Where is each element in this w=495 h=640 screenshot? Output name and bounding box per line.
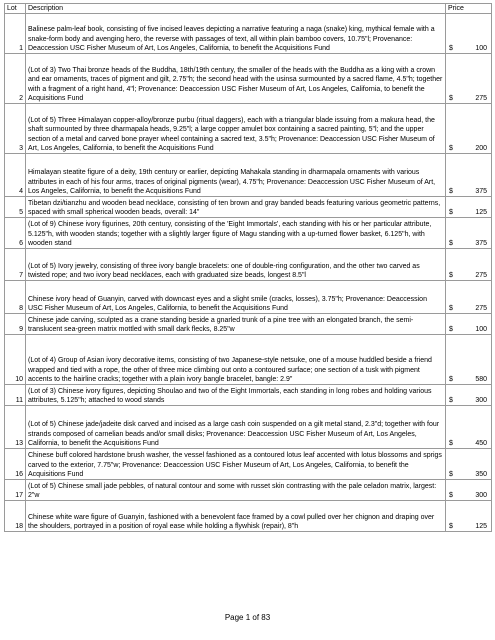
lot-price xyxy=(446,385,492,406)
currency-symbol: $ xyxy=(449,523,453,530)
page-number-footer: Page 1 of 83 xyxy=(224,613,271,622)
table-row xyxy=(5,335,492,385)
price-amount: 375 xyxy=(475,240,487,247)
lot-description: Himalayan steatite figure of a deity, 19th century or earlier, depicting Mahakala standing in dharmapala ornaments with various attributes in each of his four arms, traces of original pigments (wear), 4.75"h; Provenance: Deaccession USC Fisher Museum of Art, Los Angeles, California, to benefit the Acquisitions Fund xyxy=(26,154,446,197)
currency-symbol: $ xyxy=(449,440,453,447)
price-amount: 200 xyxy=(475,145,487,152)
lot-number: 2 xyxy=(5,54,26,104)
price-amount: 275 xyxy=(475,95,487,102)
table-row xyxy=(5,154,492,197)
currency-symbol: $ xyxy=(449,471,453,478)
lot-description: (Lot of 5) Chinese jade/jadeite disk carved and incised as a large cash coin suspended on a gilt metal stand, 2.3"d; together with four strands composed of carnelian beads and/or small disks; Provenance: Deaccession USC Fisher Museum of Art, Los Angeles, California, to benefit the Acquisitions Fund xyxy=(26,406,446,449)
lot-number: 11 xyxy=(5,385,26,406)
price-amount: 125 xyxy=(475,209,487,216)
lot-description: (Lot of 4) Group of Asian ivory decorative items, consisting of two Japanese-style netsuke, one of a mouse huddled beside a friend wrapped and tied with a rope, the other of three mice climbing out onto a contoured surface; one section of a tusk with pigment accents to the hairline cracks; together with a plain ivory bangle bracelet, bangle: 2.9" xyxy=(26,335,446,385)
lot-price xyxy=(446,335,492,385)
lot-description: (Lot of 5) Chinese small jade pebbles, of natural contour and some with russet skin contrasting with the pale celadon matrix, largest: 2"w xyxy=(26,480,446,501)
price-amount: 300 xyxy=(475,397,487,404)
lot-price xyxy=(446,314,492,335)
lot-number: 18 xyxy=(5,501,26,532)
lot-number: 8 xyxy=(5,281,26,314)
header-lot: Lot xyxy=(5,4,26,14)
lot-description: Chinese jade carving, sculpted as a crane standing beside a gnarled trunk of a pine tree with an elongated branch, the semi-translucent sea-green matrix mottled with small dark flecks, 8.25"w xyxy=(26,314,446,335)
price-amount: 100 xyxy=(475,45,487,52)
lot-price xyxy=(446,54,492,104)
table-header-row xyxy=(5,4,492,14)
lot-number: 7 xyxy=(5,249,26,281)
auction-results-table xyxy=(4,3,492,532)
lot-number: 5 xyxy=(5,197,26,218)
currency-symbol: $ xyxy=(449,45,453,52)
lot-number: 13 xyxy=(5,406,26,449)
lot-description: (Lot of 5) Ivory jewelry, consisting of three ivory bangle bracelets: one of double-ring configuration, and the other two carved as twisted rope; and two ivory bead necklaces, each with graduated size beads, longest 8.5"l xyxy=(26,249,446,281)
lot-number: 16 xyxy=(5,449,26,480)
currency-symbol: $ xyxy=(449,492,453,499)
lot-description: (Lot of 3) Chinese ivory figures, depicting Shoulao and two of the Eight Immortals, each standing in long robes and holding various attributes, 5.125"h; attached to wood stands xyxy=(26,385,446,406)
lot-number: 1 xyxy=(5,14,26,54)
lot-number: 3 xyxy=(5,104,26,154)
price-amount: 100 xyxy=(475,326,487,333)
lot-price xyxy=(446,406,492,449)
table-row xyxy=(5,54,492,104)
currency-symbol: $ xyxy=(449,209,453,216)
lot-description: Chinese buff colored hardstone brush washer, the vessel fashioned as a contoured lotus leaf accented with lotus blossoms and sprigs carved to the exterior, 7.75"w; Provenance: Deaccession USC Fisher Museum of Art, Los Angeles, California, to benefit the Acquisitions Fund xyxy=(26,449,446,480)
table-row xyxy=(5,218,492,249)
currency-symbol: $ xyxy=(449,397,453,404)
lot-description: (Lot of 3) Two Thai bronze heads of the Buddha, 18th/19th century, the smaller of the heads with the Buddha as a king with a crown and ear ornaments, traces of pigment and gilt, 2.75"h; the second head with the usinsa surmounted by a sacred flame, 4.5"h; together with a fragment of a right hand, 4"l; Provenance: Deaccession USC Fisher Museum of Art, Los Angeles, California, to benefit the Acquisitions Fund xyxy=(26,54,446,104)
lot-price xyxy=(446,218,492,249)
lot-number: 10 xyxy=(5,335,26,385)
table-row xyxy=(5,14,492,54)
currency-symbol: $ xyxy=(449,188,453,195)
lot-price xyxy=(446,197,492,218)
price-amount: 275 xyxy=(475,272,487,279)
lot-price xyxy=(446,480,492,501)
price-amount: 350 xyxy=(475,471,487,478)
price-amount: 125 xyxy=(475,523,487,530)
lot-number: 4 xyxy=(5,154,26,197)
lot-price xyxy=(446,104,492,154)
currency-symbol: $ xyxy=(449,95,453,102)
lot-description: (Lot of 9) Chinese ivory figurines, 20th century, consisting of the 'Eight Immortals', each standing with his or her particular attribute, 5.125"h, with wooden stands; together with a slightly larger figure of Magu standing with a up-turned flower basket, 6.125"h, with wooden stand xyxy=(26,218,446,249)
lot-description: Tibetan dzi/tianzhu and wooden bead necklace, consisting of ten brown and gray banded beads featuring various geometric patterns, spaced with small spherical wooden beads, overall: 14" xyxy=(26,197,446,218)
lot-price xyxy=(446,449,492,480)
lot-price xyxy=(446,154,492,197)
table-row xyxy=(5,406,492,449)
lot-description: Balinese palm-leaf book, consisting of five incised leaves depicting a narrative featuring a naga (snake) king, mythical female with a snake-form body and avenging hero, the reverse with passages of text, all within plain bamboo covers, 10.75"l; Provenance: Deaccession USC Fisher Museum of Art, Los Angeles, California, to benefit the Acquisitions Fund xyxy=(26,14,446,54)
price-amount: 300 xyxy=(475,492,487,499)
lot-description: Chinese white ware figure of Guanyin, fashioned with a benevolent face framed by a cowl pulled over her chignon and draping over the shoulders, portrayed in a position of royal ease while holding a flywhisk (repair), 8"h xyxy=(26,501,446,532)
currency-symbol: $ xyxy=(449,272,453,279)
lot-number: 9 xyxy=(5,314,26,335)
price-amount: 375 xyxy=(475,188,487,195)
table-row xyxy=(5,385,492,406)
lot-price xyxy=(446,14,492,54)
header-description: Description xyxy=(26,4,446,14)
table-row xyxy=(5,281,492,314)
lot-description: (Lot of 5) Three Himalayan copper-alloy/bronze purbu (ritual daggers), each with a triangular blade issuing from a makura head, the shaft surmounted by three dharmapala heads, 9.25"l; a large copper amulet box containing a sacred painting, 5"l; and the upper section of a metal and carved bone prayer wheel containing a sacred text, 3.5"h; Provenance: Deaccession USC Fisher Museum of Art, Los Angeles, California, to benefit the Acquisitions Fund xyxy=(26,104,446,154)
lot-description: Chinese ivory head of Guanyin, carved with downcast eyes and a slight smile (cracks, losses), 3.75"h; Provenance: Deaccession USC Fisher Museum of Art, Los Angeles, California, to benefit the Acquisitions Fund xyxy=(26,281,446,314)
price-amount: 275 xyxy=(475,305,487,312)
price-amount: 450 xyxy=(475,440,487,447)
currency-symbol: $ xyxy=(449,145,453,152)
lot-price xyxy=(446,281,492,314)
lot-price xyxy=(446,501,492,532)
currency-symbol: $ xyxy=(449,305,453,312)
table-row xyxy=(5,249,492,281)
lot-number: 17 xyxy=(5,480,26,501)
table-row xyxy=(5,501,492,532)
currency-symbol: $ xyxy=(449,240,453,247)
table-row xyxy=(5,314,492,335)
lot-number: 6 xyxy=(5,218,26,249)
price-amount: 580 xyxy=(475,376,487,383)
table-row xyxy=(5,480,492,501)
table-row xyxy=(5,197,492,218)
table-row xyxy=(5,104,492,154)
lot-price xyxy=(446,249,492,281)
table-row xyxy=(5,449,492,480)
header-price: Price xyxy=(446,4,492,14)
currency-symbol: $ xyxy=(449,326,453,333)
currency-symbol: $ xyxy=(449,376,453,383)
